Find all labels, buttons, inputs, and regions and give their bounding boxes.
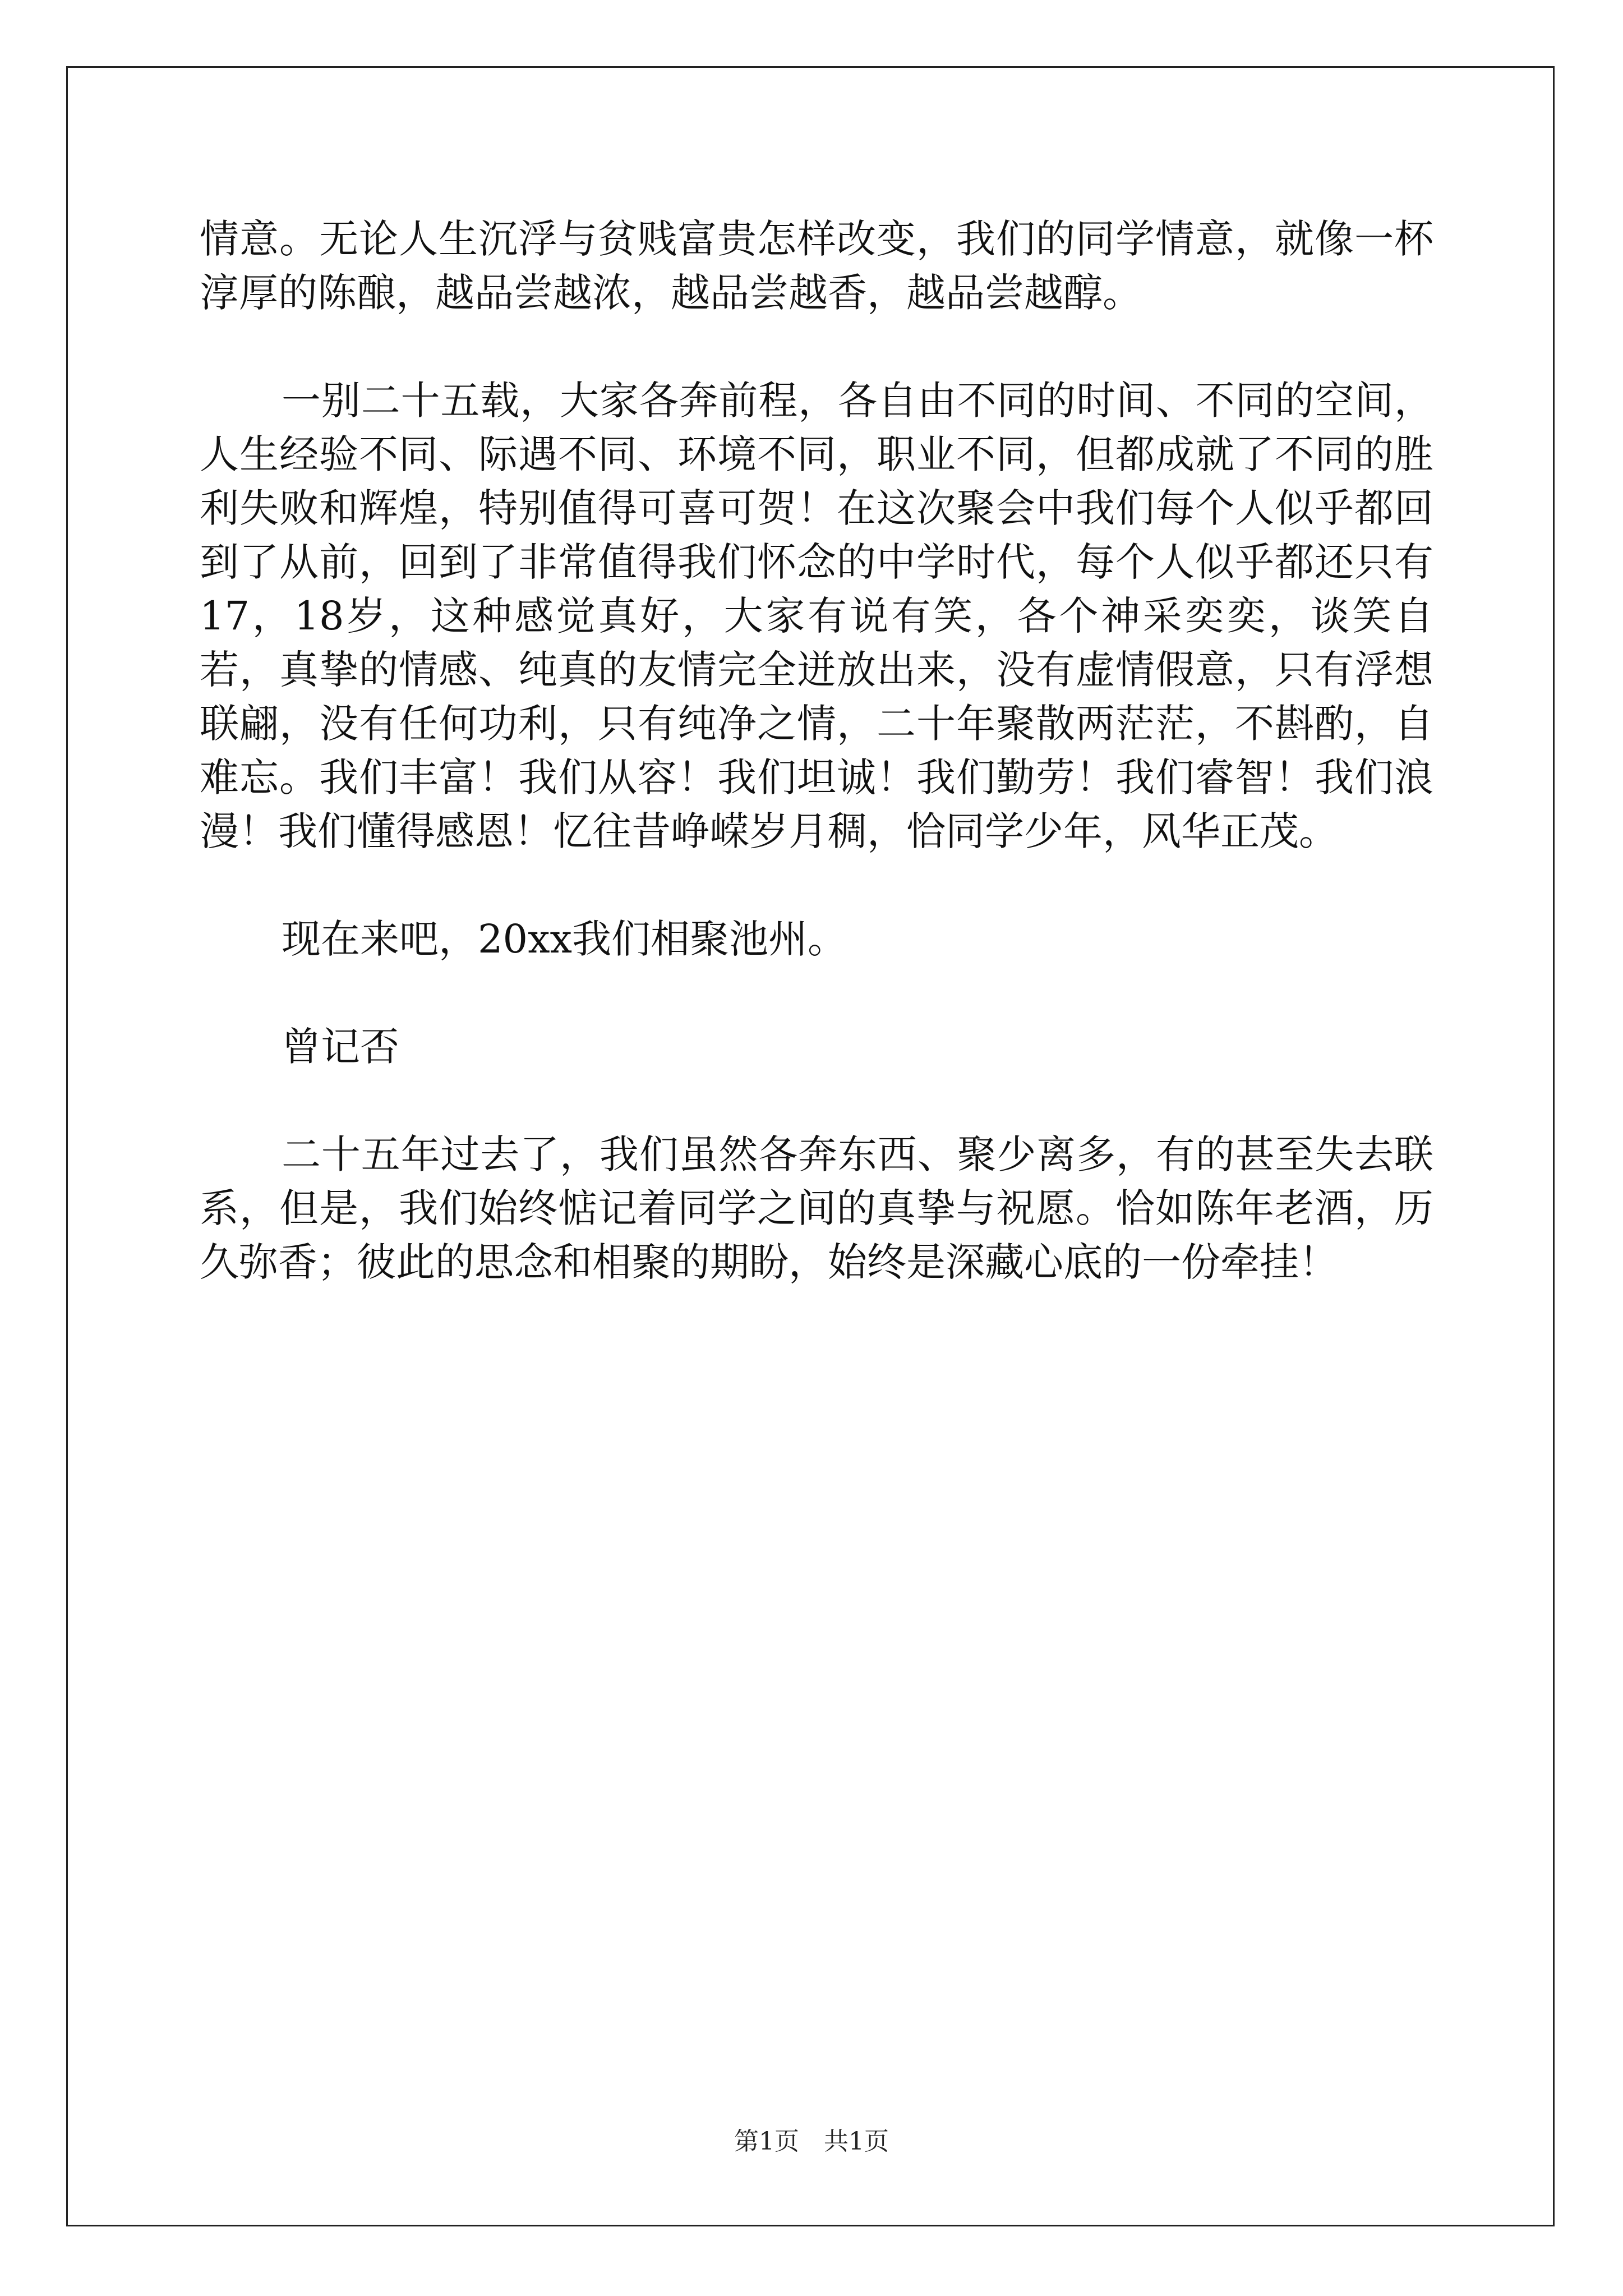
- paragraph-3: 现在来吧，20xx我们相聚池州。: [282, 916, 847, 962]
- paragraph-2: 一别二十五载，大家各奔前程，各自由不同的时间、不同的空间，人生经验不同、际遇不同、环境不同，职业不同，但都成就了不同的胜利失败和辉煌，特别值得可喜可贺！在这次聚会中我们每个人似乎都回到了从前，回到了非常值得我们怀念的中学时代，每个人似乎都还只有17，18岁，这种感觉真好，大家有说有笑，各个神采奕奕，谈笑自若，真挚的情感、纯真的友情完全迸放出来，没有虚情假意，只有浮想联翩，没有任何功利，只有纯净之情，二十年聚散两茫茫，不斟酌，自难忘。我们丰富！我们从容！我们坦诚！我们勤劳！我们睿智！我们浪漫！我们懂得感恩！忆往昔峥嵘岁月稠，恰同学少年，风华正茂。: [200, 378, 1433, 854]
- paragraph-5: 二十五年过去了，我们虽然各奔东西、聚少离多，有的甚至失去联系，但是，我们始终惦记着同学之间的真挚与祝愿。恰如陈年老酒，历久弥香；彼此的思念和相聚的期盼，始终是深藏心底的一份牵挂！: [200, 1131, 1433, 1285]
- page-footer: 第1页 共1页: [734, 2127, 889, 2156]
- paragraph-4: 曾记否: [282, 1024, 399, 1070]
- document-body: [200, 212, 1433, 1289]
- paragraph-1: 情意。无论人生沉浮与贫贱富贵怎样改变，我们的同学情意，就像一杯淳厚的陈酿，越品尝越浓，越品尝越香，越品尝越醇。: [200, 216, 1433, 316]
